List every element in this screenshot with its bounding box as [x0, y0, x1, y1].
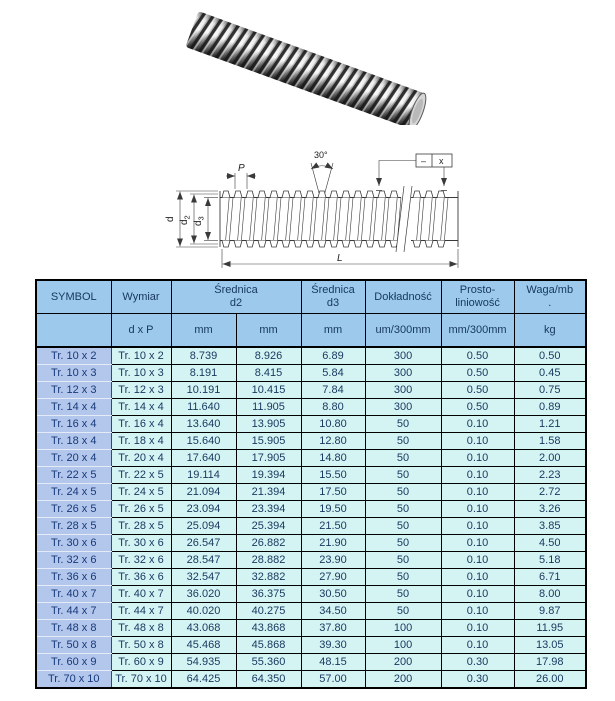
value-cell: 23.094 [171, 501, 236, 518]
value-cell: 45.868 [236, 637, 301, 654]
d-label: d [165, 216, 176, 222]
value-cell: 8.739 [171, 347, 236, 365]
value-cell: Tr. 20 x 4 [111, 450, 171, 467]
symbol-cell: Tr. 50 x 8 [36, 637, 111, 654]
value-cell: 2.72 [514, 484, 586, 501]
unit-mm-2: mm [236, 314, 301, 348]
value-cell: 1.58 [514, 433, 586, 450]
value-cell: 13.905 [236, 416, 301, 433]
header-row-units [36, 314, 586, 348]
value-cell: 13.05 [514, 637, 586, 654]
value-cell: 3.85 [514, 518, 586, 535]
value-cell: 300 [365, 399, 441, 416]
value-cell: 23.394 [236, 501, 301, 518]
value-cell: 6.71 [514, 569, 586, 586]
value-cell: 8.415 [236, 365, 301, 382]
value-cell: 50 [365, 569, 441, 586]
table-row [36, 467, 586, 484]
table-row [36, 433, 586, 450]
table-row [36, 518, 586, 535]
value-cell: 5.18 [514, 552, 586, 569]
value-cell: 48.15 [301, 654, 365, 671]
value-cell: 300 [365, 347, 441, 365]
col-srednica-d3: Średnica d3 [301, 280, 365, 314]
value-cell: 57.00 [301, 671, 365, 689]
table-row [36, 382, 586, 399]
value-cell: 11.95 [514, 620, 586, 637]
table-row [36, 603, 586, 620]
value-cell: 17.905 [236, 450, 301, 467]
table-row [36, 552, 586, 569]
value-cell: 1.21 [514, 416, 586, 433]
symbol-cell: Tr. 18 x 4 [36, 433, 111, 450]
value-cell: 10.415 [236, 382, 301, 399]
table-row [36, 535, 586, 552]
value-cell: 37.80 [301, 620, 365, 637]
value-cell: 300 [365, 382, 441, 399]
header-row-titles [36, 280, 586, 314]
value-cell: 0.10 [441, 535, 514, 552]
value-cell: 0.30 [441, 654, 514, 671]
table-row [36, 620, 586, 637]
value-cell: Tr. 50 x 8 [111, 637, 171, 654]
col-prostoliniowosc: Prosto- liniowość [441, 280, 514, 314]
pitch-dimension [226, 173, 256, 189]
symbol-cell: Tr. 48 x 8 [36, 620, 111, 637]
value-cell: 7.84 [301, 382, 365, 399]
value-cell: 50 [365, 603, 441, 620]
value-cell: Tr. 10 x 2 [111, 347, 171, 365]
value-cell: 9.87 [514, 603, 586, 620]
value-cell: 17.98 [514, 654, 586, 671]
value-cell: 13.640 [171, 416, 236, 433]
value-cell: Tr. 32 x 6 [111, 552, 171, 569]
value-cell: 26.547 [171, 535, 236, 552]
value-cell: 50 [365, 416, 441, 433]
value-cell: 10.80 [301, 416, 365, 433]
table-row [36, 501, 586, 518]
value-cell: 200 [365, 671, 441, 689]
tolerance-dash: – [421, 156, 427, 166]
unit-mm-1: mm [171, 314, 236, 348]
angle-label: 30° [314, 150, 328, 160]
angle-dimension [311, 163, 333, 193]
value-cell: Tr. 60 x 9 [111, 654, 171, 671]
value-cell: 6.89 [301, 347, 365, 365]
value-cell: 0.10 [441, 433, 514, 450]
value-cell: 50 [365, 586, 441, 603]
value-cell: 28.547 [171, 552, 236, 569]
value-cell: 4.50 [514, 535, 586, 552]
value-cell: 0.75 [514, 382, 586, 399]
value-cell: 28.882 [236, 552, 301, 569]
value-cell: 0.10 [441, 637, 514, 654]
value-cell: 21.094 [171, 484, 236, 501]
value-cell: 2.00 [514, 450, 586, 467]
value-cell: 21.50 [301, 518, 365, 535]
col-srednica-d2: Średnica d2 [171, 280, 301, 314]
value-cell: 8.191 [171, 365, 236, 382]
symbol-cell: Tr. 26 x 5 [36, 501, 111, 518]
table-body [36, 347, 586, 688]
value-cell: 50 [365, 433, 441, 450]
value-cell: 0.10 [441, 450, 514, 467]
value-cell: 0.50 [441, 347, 514, 365]
break-lines [396, 186, 412, 252]
value-cell: 3.26 [514, 501, 586, 518]
value-cell: Tr. 24 x 5 [111, 484, 171, 501]
table-row [36, 365, 586, 382]
value-cell: 40.020 [171, 603, 236, 620]
value-cell: 50 [365, 484, 441, 501]
value-cell: 11.905 [236, 399, 301, 416]
value-cell: 64.350 [236, 671, 301, 689]
value-cell: 200 [365, 654, 441, 671]
table-row [36, 347, 586, 365]
value-cell: 0.50 [441, 382, 514, 399]
value-cell: 11.640 [171, 399, 236, 416]
table-row [36, 399, 586, 416]
value-cell: 25.394 [236, 518, 301, 535]
value-cell: 45.468 [171, 637, 236, 654]
value-cell: 14.80 [301, 450, 365, 467]
value-cell: Tr. 70 x 10 [111, 671, 171, 689]
value-cell: 2.23 [514, 467, 586, 484]
value-cell: Tr. 16 x 4 [111, 416, 171, 433]
table-row [36, 484, 586, 501]
unit-symbol [36, 314, 111, 348]
value-cell: 21.90 [301, 535, 365, 552]
value-cell: 34.50 [301, 603, 365, 620]
value-cell: 17.640 [171, 450, 236, 467]
symbol-cell: Tr. 44 x 7 [36, 603, 111, 620]
table-row [36, 654, 586, 671]
value-cell: 19.50 [301, 501, 365, 518]
value-cell: 43.068 [171, 620, 236, 637]
value-cell: Tr. 12 x 3 [111, 382, 171, 399]
value-cell: Tr. 30 x 6 [111, 535, 171, 552]
table-row [36, 671, 586, 689]
table-row [36, 450, 586, 467]
d3-label: $d_3$ [193, 216, 206, 226]
value-cell: 43.868 [236, 620, 301, 637]
symbol-cell: Tr. 36 x 6 [36, 569, 111, 586]
symbol-cell: Tr. 60 x 9 [36, 654, 111, 671]
value-cell: 15.50 [301, 467, 365, 484]
value-cell: 8.00 [514, 586, 586, 603]
col-wymiar: Wymiar [111, 280, 171, 314]
value-cell: 0.89 [514, 399, 586, 416]
value-cell: 10.191 [171, 382, 236, 399]
symbol-cell: Tr. 12 x 3 [36, 382, 111, 399]
value-cell: 8.926 [236, 347, 301, 365]
value-cell: 64.425 [171, 671, 236, 689]
value-cell: Tr. 22 x 5 [111, 467, 171, 484]
symbol-cell: Tr. 28 x 5 [36, 518, 111, 535]
value-cell: 15.905 [236, 433, 301, 450]
symbol-cell: Tr. 10 x 2 [36, 347, 111, 365]
col-waga: Waga/mb . [514, 280, 586, 314]
value-cell: Tr. 26 x 5 [111, 501, 171, 518]
symbol-cell: Tr. 40 x 7 [36, 586, 111, 603]
value-cell: 0.10 [441, 552, 514, 569]
value-cell: 39.30 [301, 637, 365, 654]
col-symbol: SYMBOL [36, 280, 111, 314]
threaded-rod [186, 11, 430, 125]
value-cell: 50 [365, 518, 441, 535]
value-cell: 15.640 [171, 433, 236, 450]
value-cell: 40.275 [236, 603, 301, 620]
value-cell: 50 [365, 467, 441, 484]
value-cell: 5.84 [301, 365, 365, 382]
symbol-cell: Tr. 32 x 6 [36, 552, 111, 569]
col-dokladnosc: Dokładność [365, 280, 441, 314]
value-cell: 25.094 [171, 518, 236, 535]
value-cell: 300 [365, 365, 441, 382]
value-cell: 50 [365, 535, 441, 552]
value-cell: 19.394 [236, 467, 301, 484]
d2-label: $d_2$ [179, 215, 192, 225]
unit-um300: um/300mm [365, 314, 441, 348]
value-cell: 23.90 [301, 552, 365, 569]
value-cell: 8.80 [301, 399, 365, 416]
table-row [36, 637, 586, 654]
symbol-cell: Tr. 14 x 4 [36, 399, 111, 416]
technical-drawing [160, 146, 470, 276]
value-cell: Tr. 18 x 4 [111, 433, 171, 450]
unit-mm-3: mm [301, 314, 365, 348]
value-cell: 0.45 [514, 365, 586, 382]
value-cell: 55.360 [236, 654, 301, 671]
value-cell: Tr. 10 x 3 [111, 365, 171, 382]
value-cell: 50 [365, 552, 441, 569]
symbol-cell: Tr. 70 x 10 [36, 671, 111, 689]
value-cell: 100 [365, 620, 441, 637]
value-cell: 12.80 [301, 433, 365, 450]
symbol-cell: Tr. 30 x 6 [36, 535, 111, 552]
table-row [36, 569, 586, 586]
product-photo [150, 3, 450, 125]
symbol-cell: Tr. 20 x 4 [36, 450, 111, 467]
value-cell: 0.30 [441, 671, 514, 689]
value-cell: 19.114 [171, 467, 236, 484]
value-cell: Tr. 14 x 4 [111, 399, 171, 416]
value-cell: 0.10 [441, 518, 514, 535]
symbol-cell: Tr. 10 x 3 [36, 365, 111, 382]
symbol-cell: Tr. 24 x 5 [36, 484, 111, 501]
value-cell: 0.50 [441, 365, 514, 382]
pitch-label: P [238, 163, 245, 174]
value-cell: 26.00 [514, 671, 586, 689]
value-cell: 0.50 [514, 347, 586, 365]
value-cell: Tr. 28 x 5 [111, 518, 171, 535]
value-cell: 30.50 [301, 586, 365, 603]
value-cell: 17.50 [301, 484, 365, 501]
symbol-cell: Tr. 16 x 4 [36, 416, 111, 433]
value-cell: 32.882 [236, 569, 301, 586]
tolerance-frame [376, 154, 452, 191]
value-cell: 0.10 [441, 501, 514, 518]
symbol-cell: Tr. 22 x 5 [36, 467, 111, 484]
value-cell: 0.10 [441, 467, 514, 484]
value-cell: 0.10 [441, 603, 514, 620]
value-cell: 32.547 [171, 569, 236, 586]
unit-mm300: mm/300mm [441, 314, 514, 348]
value-cell: Tr. 40 x 7 [111, 586, 171, 603]
value-cell: 0.10 [441, 569, 514, 586]
value-cell: 36.020 [171, 586, 236, 603]
value-cell: 0.10 [441, 586, 514, 603]
unit-kg: kg [514, 314, 586, 348]
value-cell: 50 [365, 501, 441, 518]
value-cell: 100 [365, 637, 441, 654]
value-cell: 0.10 [441, 484, 514, 501]
value-cell: 54.935 [171, 654, 236, 671]
value-cell: Tr. 36 x 6 [111, 569, 171, 586]
value-cell: 26.882 [236, 535, 301, 552]
value-cell: 0.10 [441, 416, 514, 433]
value-cell: 21.394 [236, 484, 301, 501]
length-label: L [337, 253, 343, 264]
table-row [36, 586, 586, 603]
value-cell: Tr. 48 x 8 [111, 620, 171, 637]
table-row [36, 416, 586, 433]
value-cell: Tr. 44 x 7 [111, 603, 171, 620]
value-cell: 0.50 [441, 399, 514, 416]
value-cell: 50 [365, 450, 441, 467]
spec-table-wrap [35, 279, 587, 689]
value-cell: 0.10 [441, 620, 514, 637]
tolerance-x: x [439, 156, 444, 166]
value-cell: 27.90 [301, 569, 365, 586]
spec-table [35, 279, 587, 689]
unit-dxp: d x P [111, 314, 171, 348]
value-cell: 36.375 [236, 586, 301, 603]
